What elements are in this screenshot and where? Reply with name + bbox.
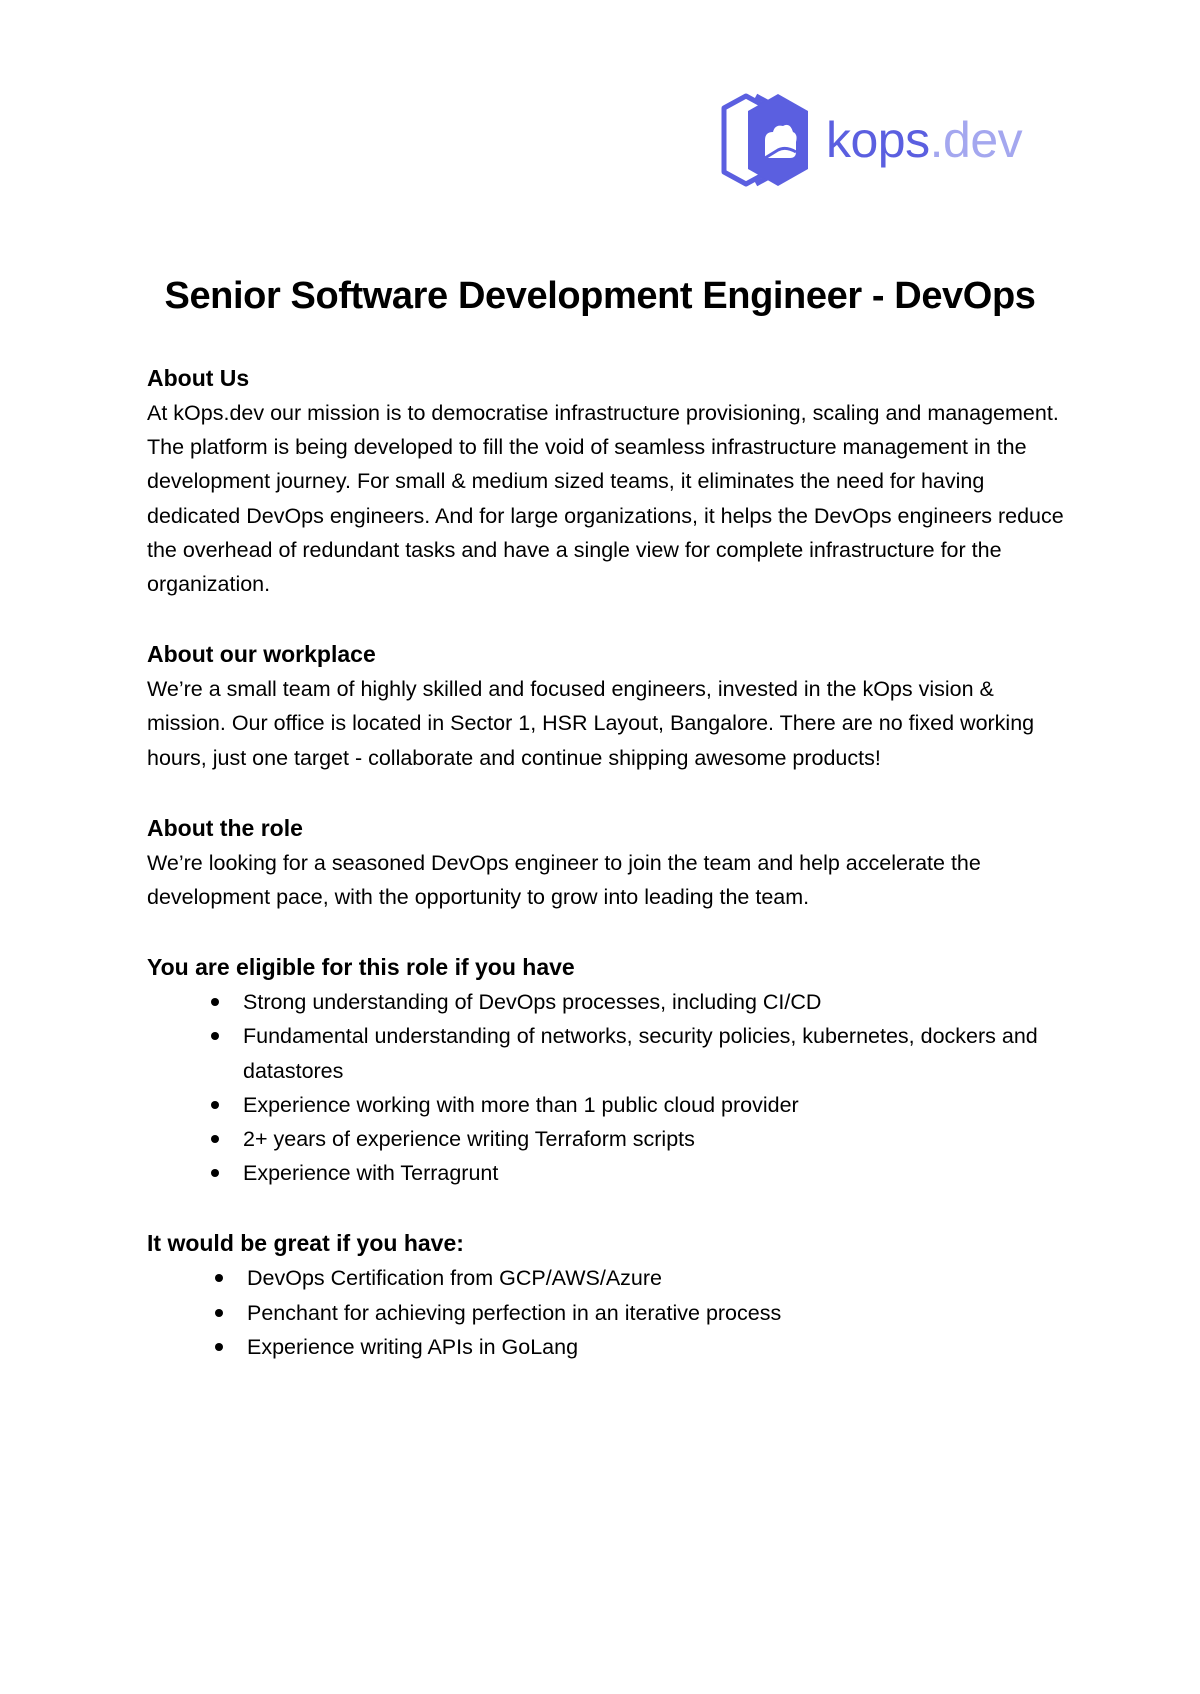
kops-logo [716, 88, 1056, 192]
section-role [147, 810, 1072, 914]
section-eligible [147, 949, 1072, 1190]
section-heading: You are eligible for this role if you have [147, 954, 575, 981]
section-workplace [147, 636, 1072, 775]
section-heading: It would be great if you have: [147, 1230, 464, 1257]
list-item: Penchant for achieving perfection in an iterative process [147, 1296, 1072, 1330]
list-item: Fundamental understanding of networks, security policies, kubernetes, dockers and datastores [147, 1019, 1072, 1087]
section-body: At kOps.dev our mission is to democratise infrastructure provisioning, scaling and management. The platform is being developed to fill the void of seamless infrastructure management in the development journey. For small & medium sized teams, it eliminates the need for having dedicated DevOps engineers. And for large organizations, it helps the DevOps engineers reduce the overhead of redundant tasks and have a single view for complete infrastructure for the organization. [147, 401, 1064, 597]
brand-wordmark [826, 112, 1023, 168]
list-item: Experience writing APIs in GoLang [147, 1330, 1072, 1364]
section-about-us [147, 360, 1072, 601]
section-heading: About Us [147, 365, 250, 391]
section-heading: About our workplace [147, 641, 376, 668]
eligibility-list [147, 985, 1072, 1190]
page-title: Senior Software Development Engineer - DevOps [164, 275, 1036, 317]
list-item: DevOps Certification from GCP/AWS/Azure [147, 1261, 1072, 1295]
list-item: 2+ years of experience writing Terraform scripts [147, 1122, 1072, 1156]
job-description [147, 360, 1072, 1399]
section-body: We’re looking for a seasoned DevOps engineer to join the team and help accelerate the development pace, with the opportunity to grow into leading the team. [147, 850, 981, 910]
brand-name-main: kops [826, 112, 930, 168]
brand-name-suffix: .dev [929, 112, 1023, 168]
cloud-hexagon-icon [716, 88, 816, 192]
list-item: Strong understanding of DevOps processes, including CI/CD [147, 985, 1072, 1019]
nice-to-have-list [147, 1261, 1072, 1364]
section-heading: About the role [147, 814, 303, 841]
section-body: We’re a small team of highly skilled and focused engineers, invested in the kOps vision & mission. Our office is located in Sector 1, HSR Layout, Bangalore. There are no fixed working hours, just one target - collaborate and continue shipping awesome products! [147, 677, 1035, 770]
list-item: Experience with Terragrunt [147, 1156, 1072, 1190]
section-nice-to-have [147, 1225, 1072, 1364]
list-item: Experience working with more than 1 public cloud provider [147, 1088, 1072, 1122]
